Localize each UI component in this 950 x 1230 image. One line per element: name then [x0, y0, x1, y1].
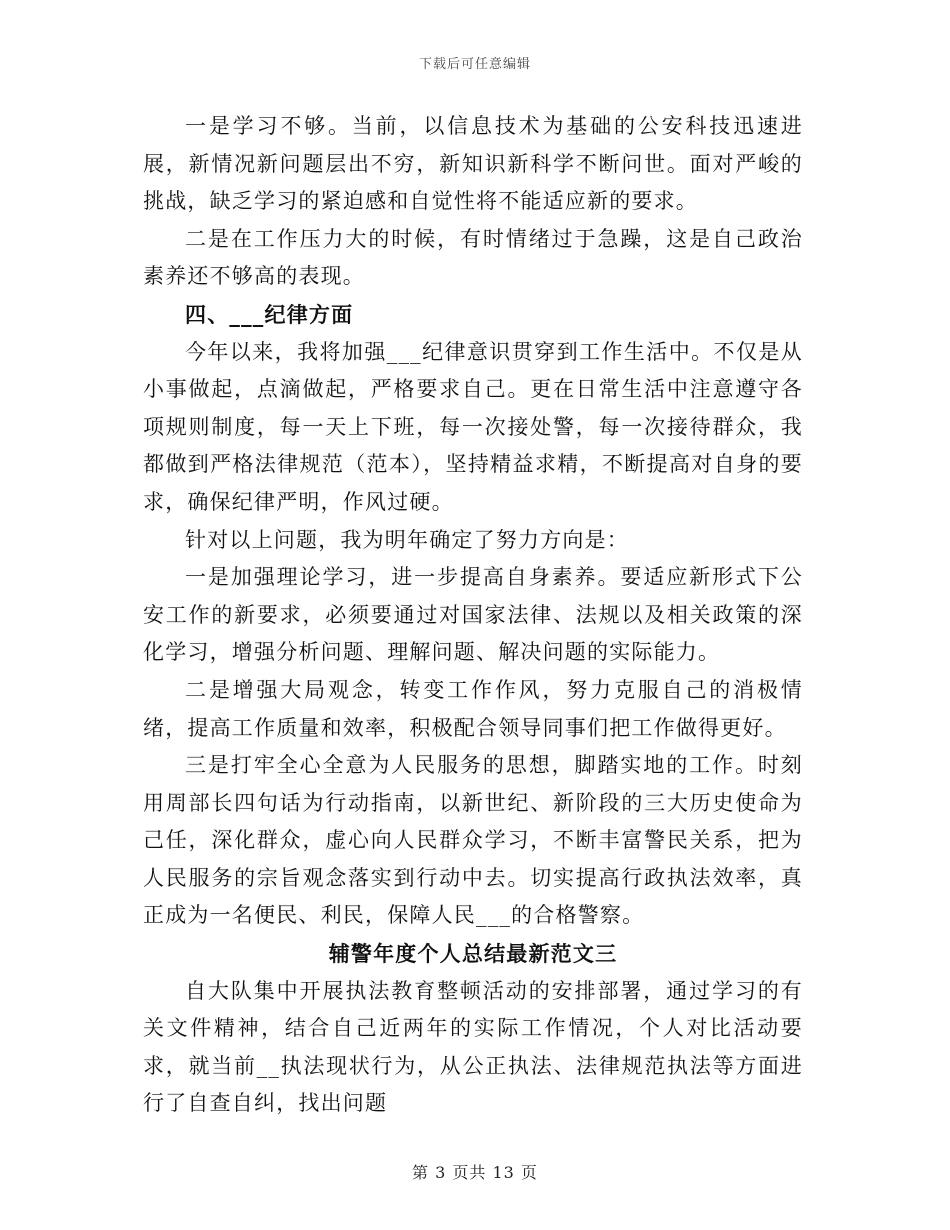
header-note: 下载后可任意编辑	[418, 57, 531, 72]
paragraph-discipline: 今年以来，我将加强___纪律意识贯穿到工作生活中。不仅是从小事做起，点滴做起，严格要求自己。更在日常生活中注意遵守各项规则制度，每一天上下班，每一次接处警，每一次接待群众，我都做到严格法律规范（范本），坚持精益求精，不断提高对自身的要求，确保纪律严明，作风过硬。	[143, 339, 803, 514]
paragraph-study-shortfall: 一是学习不够。当前，以信息技术为基础的公安科技迅速进展，新情况新问题层出不穷，新知识新科学不断问世。面对严峻的挑战，缺乏学习的紧迫感和自觉性将不能适应新的要求。	[143, 114, 803, 214]
document-title: 辅警年度个人总结最新范文三	[328, 941, 618, 967]
paragraph-theory-study: 一是加强理论学习，进一步提高自身素养。要适应新形式下公安工作的新要求，必须要通过对国家法律、法规以及相关政策的深化学习，增强分析问题、理解问题、解决问题的实际能力。	[143, 565, 803, 665]
page-number: 第 3 页共 13 页	[412, 1163, 538, 1182]
paragraph-work-style: 二是增强大局观念，转变工作作风，努力克服自己的消极情绪，提高工作质量和效率，积极配合领导同事们把工作做得更好。	[143, 677, 803, 740]
document-body	[143, 108, 803, 1123]
paragraph-serve-people: 三是打牢全心全意为人民服务的思想，脚踏实地的工作。时刻用周部长四句话为行动指南，以新世纪、新阶段的三大历史使命为己任，深化群众，虚心向人民群众学习，不断丰富警民关系，把为人民服务的宗旨观念落实到行动中去。切实提高行政执法效率，真正成为一名便民、利民，保障人民___的合格警察。	[143, 753, 803, 928]
paragraph-work-pressure: 二是在工作压力大的时候，有时情绪过于急躁，这是自己政治素养还不够高的表现。	[143, 226, 803, 289]
section-heading-discipline: 四、___纪律方面	[185, 301, 354, 327]
paragraph-direction-intro: 针对以上问题，我为明年确定了努力方向是：	[185, 527, 629, 552]
paragraph-self-inspection: 自大队集中开展执法教育整顿活动的安排部署，通过学习的有关文件精神，结合自己近两年的实际工作情况，个人对比活动要求，就当前__执法现状行为，从公正执法、法律规范执法等方面进行了自查自纠，找出问题	[143, 978, 803, 1116]
